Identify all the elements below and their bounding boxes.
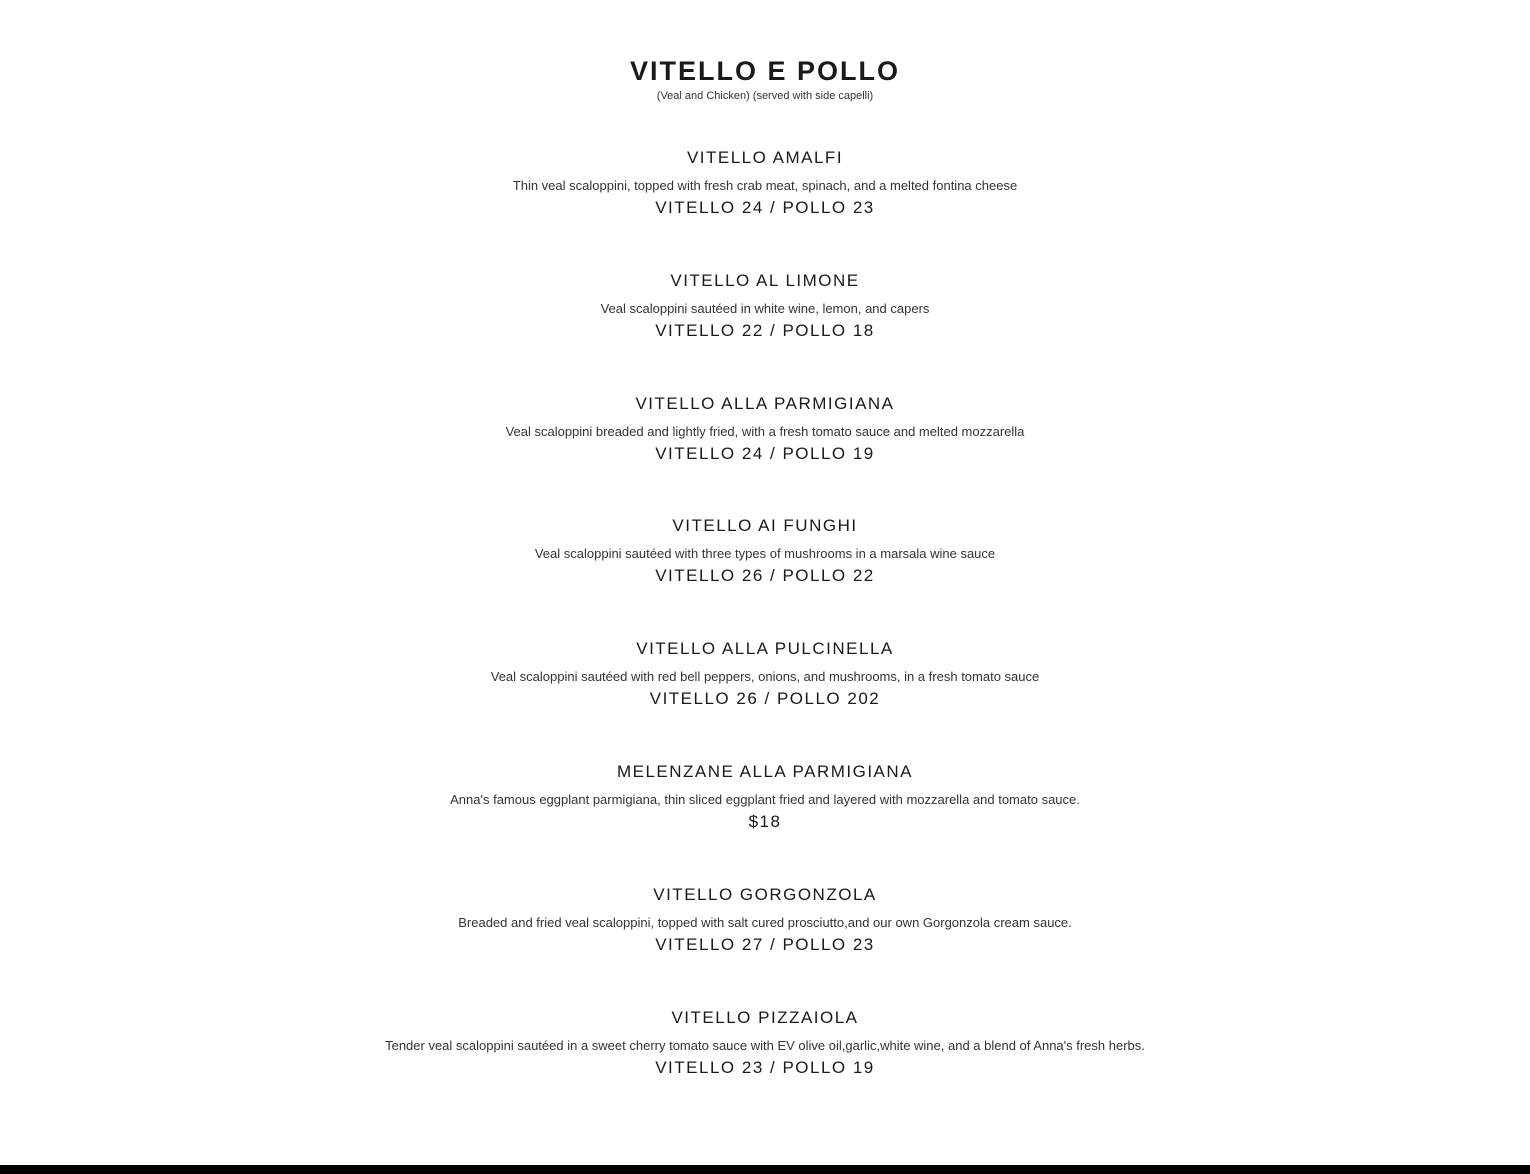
menu-item (0, 761, 1530, 851)
item-name: MELENZANE ALLA PARMIGIANA (616, 762, 914, 781)
item-description: Anna's famous eggplant parmigiana, thin sliced eggplant fried and layered with mozzarella and tomato sauce. (450, 792, 1080, 807)
item-price: VITELLO 23 / POLLO 19 (655, 1058, 875, 1077)
section-subtitle: (Veal and Chicken) (served with side capelli) (656, 90, 874, 102)
item-price: VITELLO 27 / POLLO 23 (655, 935, 875, 954)
menu-item (0, 147, 1530, 237)
item-name: VITELLO ALLA PARMIGIANA (635, 394, 895, 413)
item-price: VITELLO 22 / POLLO 18 (655, 321, 875, 340)
menu-item (0, 393, 1530, 483)
menu-item (0, 638, 1530, 728)
item-price: VITELLO 24 / POLLO 23 (655, 198, 875, 217)
item-description: Breaded and fried veal scaloppini, topped with salt cured prosciutto,and our own Gorgonzola cream sauce. (458, 915, 1072, 930)
item-price: $18 (748, 812, 782, 831)
item-name: VITELLO ALLA PULCINELLA (636, 639, 894, 658)
item-price: VITELLO 24 / POLLO 19 (655, 444, 875, 463)
menu-item (0, 515, 1530, 605)
item-description: Veal scaloppini sautéed with three types of mushrooms in a marsala wine sauce (534, 546, 996, 561)
menu-item (0, 270, 1530, 360)
item-description: Thin veal scaloppini, topped with fresh crab meat, spinach, and a melted fontina cheese (512, 178, 1018, 193)
menu-item (0, 1007, 1530, 1097)
item-name: VITELLO AMALFI (686, 148, 844, 167)
menu-item (0, 884, 1530, 974)
item-name: VITELLO GORGONZOLA (653, 885, 877, 904)
item-price: VITELLO 26 / POLLO 202 (649, 689, 881, 708)
item-description: Veal scaloppini sautéed with red bell peppers, onions, and mushrooms, in a fresh tomato sauce (490, 669, 1040, 684)
item-name: VITELLO PIZZAIOLA (671, 1008, 859, 1027)
section-title: VITELLO E POLLO (629, 56, 900, 86)
item-name: VITELLO AL LIMONE (670, 271, 860, 290)
footer-bar (0, 1165, 1530, 1174)
item-description: Veal scaloppini sautéed in white wine, lemon, and capers (600, 301, 930, 316)
item-name: VITELLO AI FUNGHI (672, 516, 858, 535)
item-description: Veal scaloppini breaded and lightly fried, with a fresh tomato sauce and melted mozzarella (505, 424, 1025, 439)
item-price: VITELLO 26 / POLLO 22 (655, 566, 875, 585)
item-description: Tender veal scaloppini sautéed in a sweet cherry tomato sauce with EV olive oil,garlic,white wine, and a blend of Anna's fresh herbs. (385, 1038, 1145, 1053)
